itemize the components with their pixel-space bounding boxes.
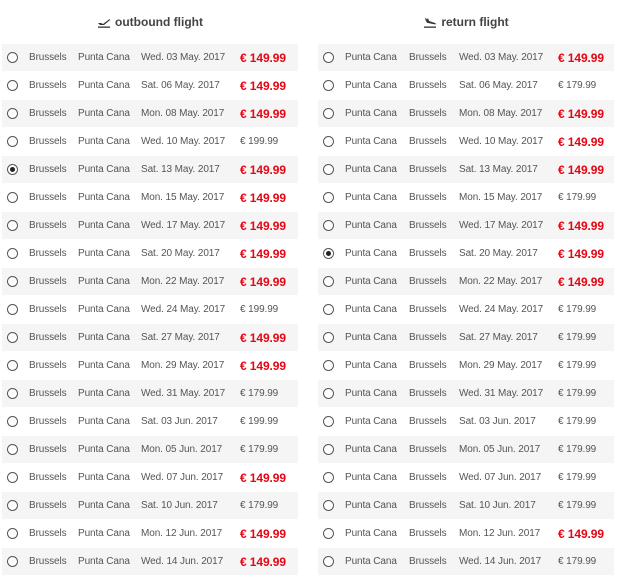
- origin-city: Punta Cana: [345, 52, 397, 63]
- origin-city: Punta Cana: [345, 304, 397, 315]
- flight-price: € 149.99: [240, 218, 286, 233]
- flight-price: € 179.99: [558, 500, 597, 511]
- origin-city: Brussels: [29, 248, 67, 259]
- destination-city: Punta Cana: [78, 136, 130, 147]
- return-radio-button[interactable]: [323, 500, 334, 511]
- destination-city: Punta Cana: [78, 500, 130, 511]
- origin-city: Punta Cana: [345, 332, 397, 343]
- outbound-flight-row[interactable]: [2, 380, 298, 408]
- flight-date: Wed. 07 Jun. 2017: [459, 472, 542, 483]
- flight-date: Mon. 12 Jun. 2017: [459, 528, 541, 539]
- return-list: [318, 44, 614, 576]
- flight-price: € 149.99: [240, 358, 286, 373]
- outbound-flight-row[interactable]: [2, 548, 298, 576]
- flight-price: € 179.99: [558, 332, 597, 343]
- flight-date: Wed. 17 May. 2017: [141, 220, 226, 231]
- outbound-flight-row[interactable]: [2, 128, 298, 156]
- flight-date: Mon. 15 May. 2017: [459, 192, 543, 203]
- return-flight-row[interactable]: [318, 72, 614, 100]
- origin-city: Brussels: [29, 500, 67, 511]
- origin-city: Brussels: [29, 556, 67, 567]
- flight-date: Mon. 12 Jun. 2017: [141, 528, 223, 539]
- return-radio-button[interactable]: [323, 192, 334, 203]
- flight-date: Wed. 24 May. 2017: [141, 304, 226, 315]
- outbound-radio-button[interactable]: [7, 220, 18, 231]
- flight-date: Wed. 10 May. 2017: [141, 136, 226, 147]
- flight-date: Wed. 03 May. 2017: [141, 52, 226, 63]
- return-flight-row[interactable]: [318, 492, 614, 520]
- flight-price: € 179.99: [558, 444, 597, 455]
- destination-city: Brussels: [409, 444, 447, 455]
- flight-price: € 149.99: [558, 218, 604, 233]
- origin-city: Punta Cana: [345, 276, 397, 287]
- return-flight-row[interactable]: [318, 156, 614, 184]
- plane-landing-icon: [423, 16, 437, 28]
- flight-date: Mon. 05 Jun. 2017: [141, 444, 223, 455]
- outbound-radio-button[interactable]: [7, 416, 18, 427]
- return-header: [318, 0, 614, 44]
- origin-city: Brussels: [29, 304, 67, 315]
- outbound-flight-row[interactable]: [2, 296, 298, 324]
- flight-price: € 149.99: [558, 106, 604, 121]
- outbound-radio-button[interactable]: [7, 136, 18, 147]
- flight-date: Wed. 03 May. 2017: [459, 52, 544, 63]
- outbound-radio-button[interactable]: [7, 52, 18, 63]
- destination-city: Brussels: [409, 472, 447, 483]
- destination-city: Punta Cana: [78, 472, 130, 483]
- return-flight-row[interactable]: [318, 128, 614, 156]
- outbound-radio-button[interactable]: [7, 80, 18, 91]
- return-radio-button[interactable]: [323, 304, 334, 315]
- outbound-header: [2, 0, 298, 44]
- return-flight-row[interactable]: [318, 44, 614, 72]
- origin-city: Brussels: [29, 220, 67, 231]
- outbound-radio-button[interactable]: [7, 192, 18, 203]
- destination-city: Brussels: [409, 248, 447, 259]
- flight-price: € 179.99: [558, 556, 597, 567]
- flight-date: Sat. 06 May. 2017: [459, 80, 538, 91]
- return-flight-row[interactable]: [318, 212, 614, 240]
- outbound-flight-row[interactable]: [2, 352, 298, 380]
- destination-city: Punta Cana: [78, 52, 130, 63]
- outbound-radio-button[interactable]: [7, 164, 18, 175]
- origin-city: Punta Cana: [345, 528, 397, 539]
- destination-city: Punta Cana: [78, 164, 130, 175]
- flight-price: € 179.99: [558, 360, 597, 371]
- origin-city: Punta Cana: [345, 472, 397, 483]
- origin-city: Punta Cana: [345, 500, 397, 511]
- origin-city: Brussels: [29, 80, 67, 91]
- origin-city: Punta Cana: [345, 220, 397, 231]
- flight-price: € 179.99: [558, 472, 597, 483]
- destination-city: Brussels: [409, 416, 447, 427]
- return-column: [318, 0, 614, 576]
- origin-city: Punta Cana: [345, 80, 397, 91]
- return-flight-row[interactable]: [318, 296, 614, 324]
- flight-date: Sat. 13 May. 2017: [459, 164, 538, 175]
- origin-city: Punta Cana: [345, 248, 397, 259]
- outbound-radio-button[interactable]: [7, 556, 18, 567]
- origin-city: Brussels: [29, 192, 67, 203]
- return-radio-button[interactable]: [323, 528, 334, 539]
- outbound-flight-row[interactable]: [2, 44, 298, 72]
- destination-city: Brussels: [409, 528, 447, 539]
- outbound-flight-row[interactable]: [2, 408, 298, 436]
- flight-price: € 149.99: [240, 162, 286, 177]
- radio-dot: [326, 251, 331, 256]
- return-radio-button[interactable]: [323, 276, 334, 287]
- destination-city: Brussels: [409, 500, 447, 511]
- outbound-flight-row[interactable]: [2, 212, 298, 240]
- outbound-flight-row[interactable]: [2, 184, 298, 212]
- flight-date: Wed. 14 Jun. 2017: [459, 556, 542, 567]
- origin-city: Brussels: [29, 108, 67, 119]
- outbound-flight-row[interactable]: [2, 72, 298, 100]
- return-radio-button[interactable]: [323, 248, 334, 259]
- flight-date: Sat. 10 Jun. 2017: [141, 500, 218, 511]
- destination-city: Brussels: [409, 332, 447, 343]
- return-radio-button[interactable]: [323, 472, 334, 483]
- return-flight-row[interactable]: [318, 324, 614, 352]
- flight-price: € 149.99: [558, 274, 604, 289]
- return-flight-row[interactable]: [318, 184, 614, 212]
- return-flight-row[interactable]: [318, 240, 614, 268]
- outbound-radio-button[interactable]: [7, 444, 18, 455]
- flight-date: Wed. 31 May. 2017: [141, 388, 226, 399]
- flight-date: Wed. 14 Jun. 2017: [141, 556, 224, 567]
- outbound-radio-button[interactable]: [7, 388, 18, 399]
- outbound-radio-button[interactable]: [7, 248, 18, 259]
- outbound-title: outbound flight: [115, 15, 203, 29]
- flight-price: € 179.99: [558, 304, 597, 315]
- destination-city: Punta Cana: [78, 444, 130, 455]
- origin-city: Punta Cana: [345, 360, 397, 371]
- destination-city: Punta Cana: [78, 80, 130, 91]
- destination-city: Punta Cana: [78, 108, 130, 119]
- destination-city: Brussels: [409, 136, 447, 147]
- origin-city: Punta Cana: [345, 444, 397, 455]
- return-radio-button[interactable]: [323, 416, 334, 427]
- return-flight-row[interactable]: [318, 408, 614, 436]
- flight-date: Sat. 13 May. 2017: [141, 164, 220, 175]
- origin-city: Brussels: [29, 276, 67, 287]
- flight-date: Wed. 10 May. 2017: [459, 136, 544, 147]
- destination-city: Brussels: [409, 388, 447, 399]
- origin-city: Brussels: [29, 472, 67, 483]
- origin-city: Brussels: [29, 164, 67, 175]
- return-radio-button[interactable]: [323, 556, 334, 567]
- outbound-radio-button[interactable]: [7, 528, 18, 539]
- destination-city: Punta Cana: [78, 304, 130, 315]
- flight-price: € 149.99: [240, 50, 286, 65]
- destination-city: Brussels: [409, 108, 447, 119]
- outbound-flight-row[interactable]: [2, 464, 298, 492]
- outbound-flight-row[interactable]: [2, 268, 298, 296]
- destination-city: Brussels: [409, 220, 447, 231]
- destination-city: Punta Cana: [78, 388, 130, 399]
- destination-city: Punta Cana: [78, 192, 130, 203]
- origin-city: Brussels: [29, 360, 67, 371]
- outbound-flight-row[interactable]: [2, 100, 298, 128]
- flight-date: Mon. 08 May. 2017: [141, 108, 225, 119]
- flight-date: Sat. 03 Jun. 2017: [459, 416, 536, 427]
- flight-price: € 179.99: [240, 500, 279, 511]
- flight-date: Sat. 20 May. 2017: [459, 248, 538, 259]
- flight-price: € 199.99: [240, 136, 279, 147]
- destination-city: Brussels: [409, 80, 447, 91]
- return-flight-row[interactable]: [318, 100, 614, 128]
- origin-city: Brussels: [29, 528, 67, 539]
- flight-date: Sat. 06 May. 2017: [141, 80, 220, 91]
- origin-city: Punta Cana: [345, 136, 397, 147]
- outbound-radio-button[interactable]: [7, 332, 18, 343]
- flight-price: € 149.99: [558, 246, 604, 261]
- flight-price: € 149.99: [240, 470, 286, 485]
- origin-city: Punta Cana: [345, 556, 397, 567]
- return-flight-row[interactable]: [318, 352, 614, 380]
- origin-city: Punta Cana: [345, 388, 397, 399]
- outbound-radio-button[interactable]: [7, 360, 18, 371]
- outbound-radio-button[interactable]: [7, 276, 18, 287]
- flight-date: Wed. 17 May. 2017: [459, 220, 544, 231]
- destination-city: Punta Cana: [78, 276, 130, 287]
- return-radio-button[interactable]: [323, 136, 334, 147]
- flight-date: Wed. 24 May. 2017: [459, 304, 544, 315]
- flight-date: Wed. 07 Jun. 2017: [141, 472, 224, 483]
- destination-city: Punta Cana: [78, 528, 130, 539]
- origin-city: Punta Cana: [345, 192, 397, 203]
- flight-date: Mon. 29 May. 2017: [141, 360, 225, 371]
- destination-city: Brussels: [409, 360, 447, 371]
- flight-price: € 179.99: [240, 388, 279, 399]
- outbound-radio-button[interactable]: [7, 472, 18, 483]
- flight-price: € 199.99: [240, 416, 279, 427]
- flight-price: € 149.99: [240, 106, 286, 121]
- flight-date: Sat. 27 May. 2017: [141, 332, 220, 343]
- origin-city: Brussels: [29, 332, 67, 343]
- return-radio-button[interactable]: [323, 444, 334, 455]
- flight-price: € 149.99: [240, 78, 286, 93]
- flight-date: Mon. 22 May. 2017: [141, 276, 225, 287]
- return-title: return flight: [441, 15, 509, 29]
- return-flight-row[interactable]: [318, 548, 614, 576]
- destination-city: Brussels: [409, 556, 447, 567]
- return-radio-button[interactable]: [323, 80, 334, 91]
- return-flight-row[interactable]: [318, 436, 614, 464]
- return-radio-button[interactable]: [323, 388, 334, 399]
- outbound-flight-row[interactable]: [2, 156, 298, 184]
- flight-date: Sat. 27 May. 2017: [459, 332, 538, 343]
- origin-city: Brussels: [29, 444, 67, 455]
- destination-city: Punta Cana: [78, 360, 130, 371]
- origin-city: Brussels: [29, 416, 67, 427]
- destination-city: Punta Cana: [78, 220, 130, 231]
- flight-price: € 149.99: [558, 162, 604, 177]
- flight-price: € 199.99: [240, 304, 279, 315]
- outbound-column: [2, 0, 298, 576]
- flight-date: Mon. 29 May. 2017: [459, 360, 543, 371]
- return-flight-row[interactable]: [318, 520, 614, 548]
- flight-price: € 179.99: [558, 80, 597, 91]
- flight-price: € 149.99: [240, 246, 286, 261]
- flight-price: € 179.99: [240, 444, 279, 455]
- destination-city: Punta Cana: [78, 248, 130, 259]
- origin-city: Brussels: [29, 136, 67, 147]
- destination-city: Punta Cana: [78, 556, 130, 567]
- return-radio-button[interactable]: [323, 164, 334, 175]
- outbound-radio-button[interactable]: [7, 304, 18, 315]
- flight-date: Sat. 10 Jun. 2017: [459, 500, 536, 511]
- flight-date: Sat. 03 Jun. 2017: [141, 416, 218, 427]
- destination-city: Brussels: [409, 52, 447, 63]
- return-flight-row[interactable]: [318, 380, 614, 408]
- radio-dot: [10, 167, 15, 172]
- return-flight-row[interactable]: [318, 464, 614, 492]
- return-radio-button[interactable]: [323, 360, 334, 371]
- flight-price: € 149.99: [558, 50, 604, 65]
- outbound-flight-row[interactable]: [2, 324, 298, 352]
- flight-date: Mon. 15 May. 2017: [141, 192, 225, 203]
- destination-city: Punta Cana: [78, 416, 130, 427]
- flight-price: € 149.99: [558, 526, 604, 541]
- flight-price: € 149.99: [558, 134, 604, 149]
- outbound-flight-row[interactable]: [2, 520, 298, 548]
- origin-city: Punta Cana: [345, 108, 397, 119]
- flight-price: € 179.99: [558, 416, 597, 427]
- flight-price: € 149.99: [240, 330, 286, 345]
- outbound-radio-button[interactable]: [7, 108, 18, 119]
- flight-price: € 149.99: [240, 526, 286, 541]
- outbound-list: [2, 44, 298, 576]
- destination-city: Brussels: [409, 276, 447, 287]
- return-flight-row[interactable]: [318, 268, 614, 296]
- flight-price: € 179.99: [558, 192, 597, 203]
- return-radio-button[interactable]: [323, 52, 334, 63]
- return-radio-button[interactable]: [323, 108, 334, 119]
- destination-city: Brussels: [409, 192, 447, 203]
- origin-city: Brussels: [29, 388, 67, 399]
- plane-takeoff-icon: [97, 16, 111, 28]
- flight-price: € 149.99: [240, 554, 286, 569]
- outbound-radio-button[interactable]: [7, 500, 18, 511]
- flight-date: Wed. 31 May. 2017: [459, 388, 544, 399]
- origin-city: Punta Cana: [345, 164, 397, 175]
- flight-price: € 149.99: [240, 274, 286, 289]
- outbound-flight-row[interactable]: [2, 436, 298, 464]
- return-radio-button[interactable]: [323, 332, 334, 343]
- destination-city: Brussels: [409, 164, 447, 175]
- outbound-flight-row[interactable]: [2, 240, 298, 268]
- flight-price: € 179.99: [558, 388, 597, 399]
- outbound-flight-row[interactable]: [2, 492, 298, 520]
- destination-city: Punta Cana: [78, 332, 130, 343]
- flight-date: Mon. 08 May. 2017: [459, 108, 543, 119]
- flight-date: Mon. 22 May. 2017: [459, 276, 543, 287]
- destination-city: Brussels: [409, 304, 447, 315]
- origin-city: Punta Cana: [345, 416, 397, 427]
- flight-date: Mon. 05 Jun. 2017: [459, 444, 541, 455]
- flight-date: Sat. 20 May. 2017: [141, 248, 220, 259]
- origin-city: Brussels: [29, 52, 67, 63]
- return-radio-button[interactable]: [323, 220, 334, 231]
- flight-price: € 149.99: [240, 190, 286, 205]
